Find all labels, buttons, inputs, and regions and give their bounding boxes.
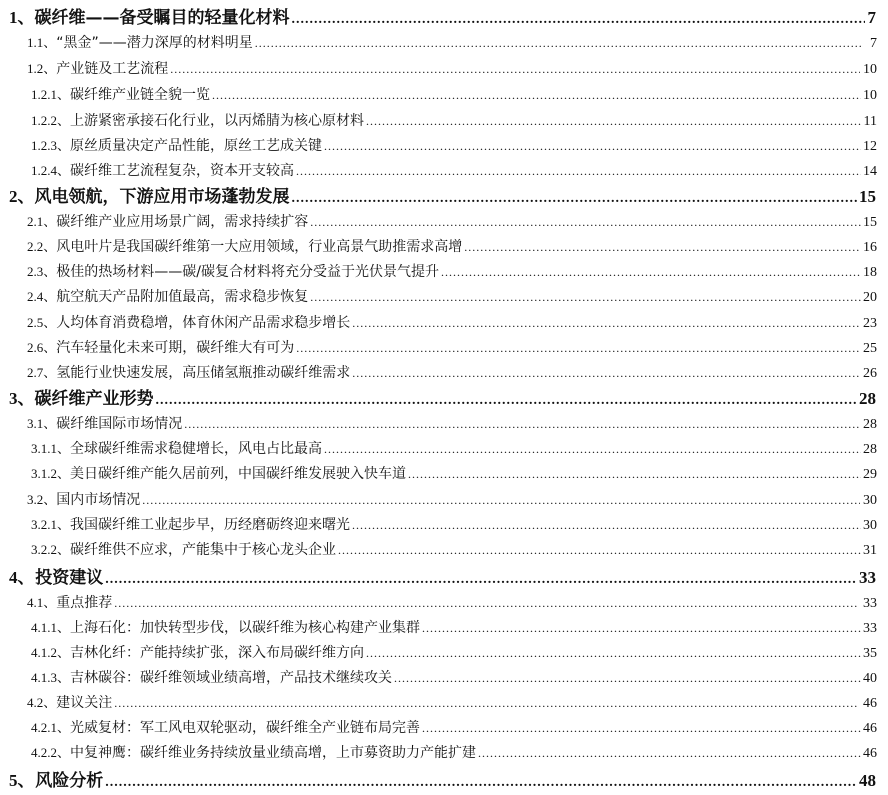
toc-leader	[142, 493, 859, 508]
toc-entry[interactable]	[0, 514, 888, 534]
toc-page: 10	[863, 88, 877, 103]
toc-title: 上海石化：加快转型步伐，以碳纤维为核心构建产业集群	[70, 620, 421, 636]
toc-number: 3.2.1、	[31, 517, 71, 532]
toc-leader	[352, 366, 861, 381]
toc-page: 31	[863, 543, 877, 558]
toc-entry[interactable]	[0, 563, 888, 588]
toc-number: 2.1、	[27, 214, 57, 229]
toc-page: 46	[863, 696, 877, 711]
toc-page: 35	[863, 646, 877, 661]
toc-leader	[255, 36, 862, 51]
toc-page: 28	[859, 389, 876, 408]
toc-number: 1.2.4、	[31, 163, 71, 178]
toc-page: 23	[863, 316, 877, 331]
toc-leader	[114, 596, 859, 611]
toc-leader	[296, 164, 861, 179]
toc-title: 风电叶片是我国碳纤维第一大应用领域，行业高景气助推需求高增	[56, 239, 463, 255]
toc-entry[interactable]	[0, 211, 888, 231]
toc-number: 2.5、	[27, 315, 57, 330]
toc-title: 美日碳纤维产能久居前列，中国碳纤维发展驶入快车道	[70, 466, 407, 482]
toc-number: 4.2、	[27, 695, 57, 710]
toc-leader	[105, 775, 857, 791]
toc-number: 3.1、	[27, 416, 57, 431]
toc-number: 1.2.3、	[31, 138, 71, 153]
toc-page: 25	[863, 341, 877, 356]
toc-number: 4.2.2、	[31, 745, 71, 760]
toc-title: 碳纤维国际市场情况	[56, 416, 183, 432]
toc-page: 15	[859, 187, 876, 206]
toc-number: 3.2.2、	[31, 542, 71, 557]
toc-title: 投资建议	[35, 568, 104, 588]
toc-entry[interactable]	[0, 110, 888, 130]
toc-title: 风电领航，下游应用市场蓬勃发展	[34, 187, 290, 207]
toc-entry[interactable]	[0, 692, 888, 712]
toc-number: 2.4、	[27, 289, 57, 304]
toc-leader	[352, 316, 861, 331]
toc-title: 碳纤维产业形势	[34, 389, 154, 409]
toc-entry[interactable]	[0, 592, 888, 612]
toc-number: 1.2.2、	[31, 113, 71, 128]
toc-page: 30	[863, 493, 877, 508]
toc-page: 18	[863, 265, 877, 280]
toc-page: 12	[863, 139, 877, 154]
toc-number: 3.1.2、	[31, 466, 71, 481]
toc-title: 上游紧密承接石化行业，以丙烯腈为核心原材料	[70, 113, 365, 129]
toc-title: 建议关注	[56, 695, 113, 711]
toc-leader	[478, 746, 861, 761]
toc-page: 10	[863, 62, 877, 77]
toc-leader	[324, 442, 861, 457]
toc-page: 40	[863, 671, 877, 686]
toc-page: 28	[863, 442, 877, 457]
toc-number: 2.3、	[27, 264, 57, 279]
toc-number: 2.2、	[27, 239, 57, 254]
toc-title: 中复神鹰：碳纤维业务持续放量业绩高增，上市募资助力产能扩建	[70, 745, 477, 761]
toc-entry[interactable]	[0, 236, 888, 256]
toc-entry[interactable]	[0, 182, 888, 207]
toc-number: 4、	[9, 568, 35, 587]
toc-page: 11	[863, 114, 877, 129]
toc-page: 26	[863, 366, 877, 381]
toc-entry[interactable]	[0, 32, 888, 52]
toc-title: 碳纤维供不应求，产能集中于核心龙头企业	[70, 542, 337, 558]
toc-leader	[292, 12, 865, 28]
toc-page: 7	[867, 8, 876, 27]
toc-entry[interactable]	[0, 742, 888, 762]
toc-number: 1、	[9, 8, 35, 27]
toc-page: 16	[863, 240, 877, 255]
toc-leader	[366, 646, 861, 661]
toc-entry[interactable]	[0, 489, 888, 509]
toc-number: 1.2.1、	[31, 87, 71, 102]
toc-title: “黑金”——潜力深厚的材料明星	[56, 35, 253, 51]
toc-leader	[394, 671, 861, 686]
toc-title: 全球碳纤维需求稳健增长，风电占比最高	[70, 441, 323, 457]
toc-entry[interactable]	[0, 337, 888, 357]
toc-number: 4.1.2、	[31, 645, 71, 660]
toc-entry[interactable]	[0, 312, 888, 332]
toc-entry[interactable]	[0, 717, 888, 737]
toc-number: 4.1.3、	[31, 670, 71, 685]
toc-number: 4.1、	[27, 595, 57, 610]
toc-entry[interactable]	[0, 438, 888, 458]
toc-page: 14	[863, 164, 877, 179]
toc-number: 5、	[9, 771, 35, 790]
toc-entry[interactable]	[0, 642, 888, 662]
toc-entry[interactable]	[0, 413, 888, 433]
toc-entry[interactable]	[0, 286, 888, 306]
toc-number: 1.1、	[27, 35, 57, 50]
toc-title: 碳纤维——备受瞩目的轻量化材料	[34, 8, 290, 28]
toc-entry[interactable]	[0, 84, 888, 104]
toc-entry[interactable]	[0, 463, 888, 483]
toc-title: 航空航天产品附加值最高，需求稳步恢复	[56, 289, 309, 305]
toc-leader	[366, 114, 862, 129]
toc-leader	[184, 417, 860, 432]
toc-page: 15	[863, 215, 877, 230]
toc-entry[interactable]	[0, 617, 888, 637]
toc-number: 2.6、	[27, 340, 57, 355]
toc-page: 28	[863, 417, 877, 432]
toc-title: 碳纤维产业应用场景广阔，需求持续扩容	[56, 214, 309, 230]
toc-leader	[310, 290, 861, 305]
toc-leader	[105, 572, 857, 588]
toc-title: 产业链及工艺流程	[56, 61, 169, 77]
toc-leader	[156, 393, 858, 409]
toc-leader	[422, 721, 861, 736]
toc-page: 46	[863, 746, 877, 761]
toc-entry[interactable]	[0, 160, 888, 180]
toc-page: 7	[870, 36, 877, 51]
toc-number: 2、	[9, 187, 35, 206]
toc-page: 33	[859, 568, 876, 587]
toc-leader	[212, 88, 861, 103]
toc-leader	[441, 265, 861, 280]
toc-leader	[352, 518, 861, 533]
toc-title: 光威复材：军工风电双轮驱动，碳纤维全产业链布局完善	[70, 720, 421, 736]
toc-page: 29	[863, 467, 877, 482]
toc-entry[interactable]	[0, 766, 888, 791]
toc-number: 3.1.1、	[31, 441, 71, 456]
toc-number: 4.1.1、	[31, 620, 71, 635]
toc-number: 3.2、	[27, 492, 57, 507]
toc-title: 重点推荐	[56, 595, 113, 611]
toc-number: 1.2、	[27, 61, 57, 76]
toc-leader	[464, 240, 861, 255]
toc-entry[interactable]	[0, 667, 888, 687]
toc-title: 风险分析	[35, 771, 104, 791]
toc-title: 我国碳纤维工业起步早，历经磨砺终迎来曙光	[70, 517, 351, 533]
toc-leader	[292, 191, 858, 207]
toc-number: 2.7、	[27, 365, 57, 380]
toc-title: 碳纤维产业链全貌一览	[70, 87, 211, 103]
toc-page: 30	[863, 518, 877, 533]
toc-leader	[408, 467, 861, 482]
toc-leader	[170, 62, 860, 77]
toc-leader	[296, 341, 861, 356]
toc-entry[interactable]	[0, 362, 888, 382]
toc-entry[interactable]	[0, 384, 888, 409]
toc-entry[interactable]	[0, 3, 888, 28]
toc-page: 20	[863, 290, 877, 305]
toc-title: 吉林碳谷：碳纤维领域业绩高增，产品技术继续攻关	[70, 670, 393, 686]
toc-leader	[422, 621, 861, 636]
toc-number: 3、	[9, 389, 35, 408]
toc-leader	[324, 139, 861, 154]
toc-title: 极佳的热场材料——碳/碳复合材料将充分受益于光伏景气提升	[56, 264, 439, 280]
toc-page: 33	[863, 621, 877, 636]
toc-title: 氢能行业快速发展，高压储氢瓶推动碳纤维需求	[56, 365, 351, 381]
toc-page: 46	[863, 721, 877, 736]
toc-title: 汽车轻量化未来可期，碳纤维大有可为	[56, 340, 295, 356]
toc-title: 人均体育消费稳增，体育休闲产品需求稳步增长	[56, 315, 351, 331]
toc-title: 吉林化纤：产能持续扩张，深入布局碳纤维方向	[70, 645, 365, 661]
toc-entry[interactable]	[0, 539, 888, 559]
toc-page: 33	[863, 596, 877, 611]
toc-entry[interactable]	[0, 261, 888, 281]
toc-title: 国内市场情况	[56, 492, 141, 508]
toc-title: 原丝质量决定产品性能，原丝工艺成关键	[70, 138, 323, 154]
toc-leader	[310, 215, 861, 230]
toc-entry[interactable]	[0, 58, 888, 78]
toc-leader	[338, 543, 861, 558]
toc-entry[interactable]	[0, 135, 888, 155]
toc-title: 碳纤维工艺流程复杂，资本开支较高	[70, 163, 295, 179]
toc-page: 48	[859, 771, 876, 790]
toc-number: 4.2.1、	[31, 720, 71, 735]
toc-leader	[114, 696, 859, 711]
